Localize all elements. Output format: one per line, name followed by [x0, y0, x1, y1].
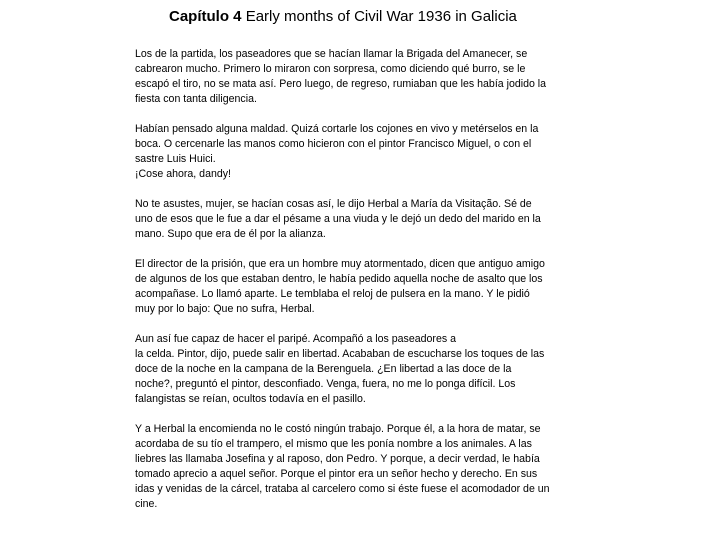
- text-line: El director de la prisión, que era un hombre muy atormentado, dicen que antiguo amigo: [135, 258, 545, 270]
- paragraph: [135, 257, 610, 317]
- text-line: idas y venidas de la cárcel, trataba al carcelero como si éste fuese el acomodador de un: [135, 483, 550, 495]
- text-line: muy por lo bajo: Que no sufra, Herbal.: [135, 303, 315, 315]
- text-line: boca. O cercenarle las manos como hicieron con el pintor Francisco Miguel, o con el: [135, 138, 532, 150]
- text-line: fiesta con tanta diligencia.: [135, 93, 257, 105]
- page-title: [169, 8, 517, 26]
- text-line: acordaba de su tío el trampero, el mismo que les ponía nombre a los animales. A las: [135, 438, 532, 450]
- paragraph: [135, 422, 610, 512]
- text-line: Y a Herbal la encomienda no le costó ningún trabajo. Porque él, a la hora de matar, se: [135, 423, 541, 435]
- paragraph: [135, 122, 610, 182]
- text-line: doce de la noche en la campana de la Berenguela. ¿En libertad a las doce de la: [135, 363, 512, 375]
- body-text: [135, 47, 610, 527]
- paragraph: [135, 47, 610, 107]
- text-line: tomado aprecio a aquel señor. Porque el pintor era un señor hecho y derecho. En sus: [135, 468, 538, 480]
- text-line: liebres las llamaba Josefina y al raposo, don Pedro. Y porque, a decir verdad, le había: [135, 453, 540, 465]
- paragraph: [135, 332, 610, 407]
- chapter-label: Capítulo 4: [169, 8, 242, 25]
- paragraph: [135, 197, 610, 242]
- text-line: mano. Supo que era de él por la alianza.: [135, 228, 326, 240]
- text-line: No te asustes, mujer, se hacían cosas así, le dijo Herbal a María da Visitação. Sé de: [135, 198, 532, 210]
- text-line: uno de esos que le fue a dar el pésame a una viuda y le dejó un dedo del marido en la: [135, 213, 541, 225]
- text-line: cabrearon mucho. Primero lo miraron con sorpresa, como diciendo qué burro, se le: [135, 63, 526, 75]
- chapter-subtitle: Early months of Civil War 1936 in Galicia: [245, 8, 517, 25]
- text-line: ¡Cose ahora, dandy!: [135, 168, 231, 180]
- text-line: falangistas se reían, ocultos todavía en el pasillo.: [135, 393, 366, 405]
- text-line: Aun así fue capaz de hacer el paripé. Acompañó a los paseadores a: [135, 333, 456, 345]
- text-line: sastre Luis Huici.: [135, 153, 216, 165]
- text-line: Los de la partida, los paseadores que se hacían llamar la Brigada del Amanecer, se: [135, 48, 528, 60]
- text-line: de algunos de los que estaban dentro, le había pedido aquella noche de asalto que los: [135, 273, 543, 285]
- text-line: Habían pensado alguna maldad. Quizá cortarle los cojones en vivo y metérselos en la: [135, 123, 539, 135]
- text-line: acompañase. Lo llamó aparte. Le temblaba el reloj de pulsera en la mano. Y le pidió: [135, 288, 530, 300]
- text-line: la celda. Pintor, dijo, puede salir en libertad. Acababan de escucharse los toques de las: [135, 348, 545, 360]
- text-line: escapó el tiro, no se mata así. Pero luego, de regreso, rumiaban que les había jodido la: [135, 78, 547, 90]
- text-line: noche?, preguntó el pintor, desconfiado. Venga, fuera, no me lo ponga difícil. Los: [135, 378, 516, 390]
- text-line: cine.: [135, 498, 158, 510]
